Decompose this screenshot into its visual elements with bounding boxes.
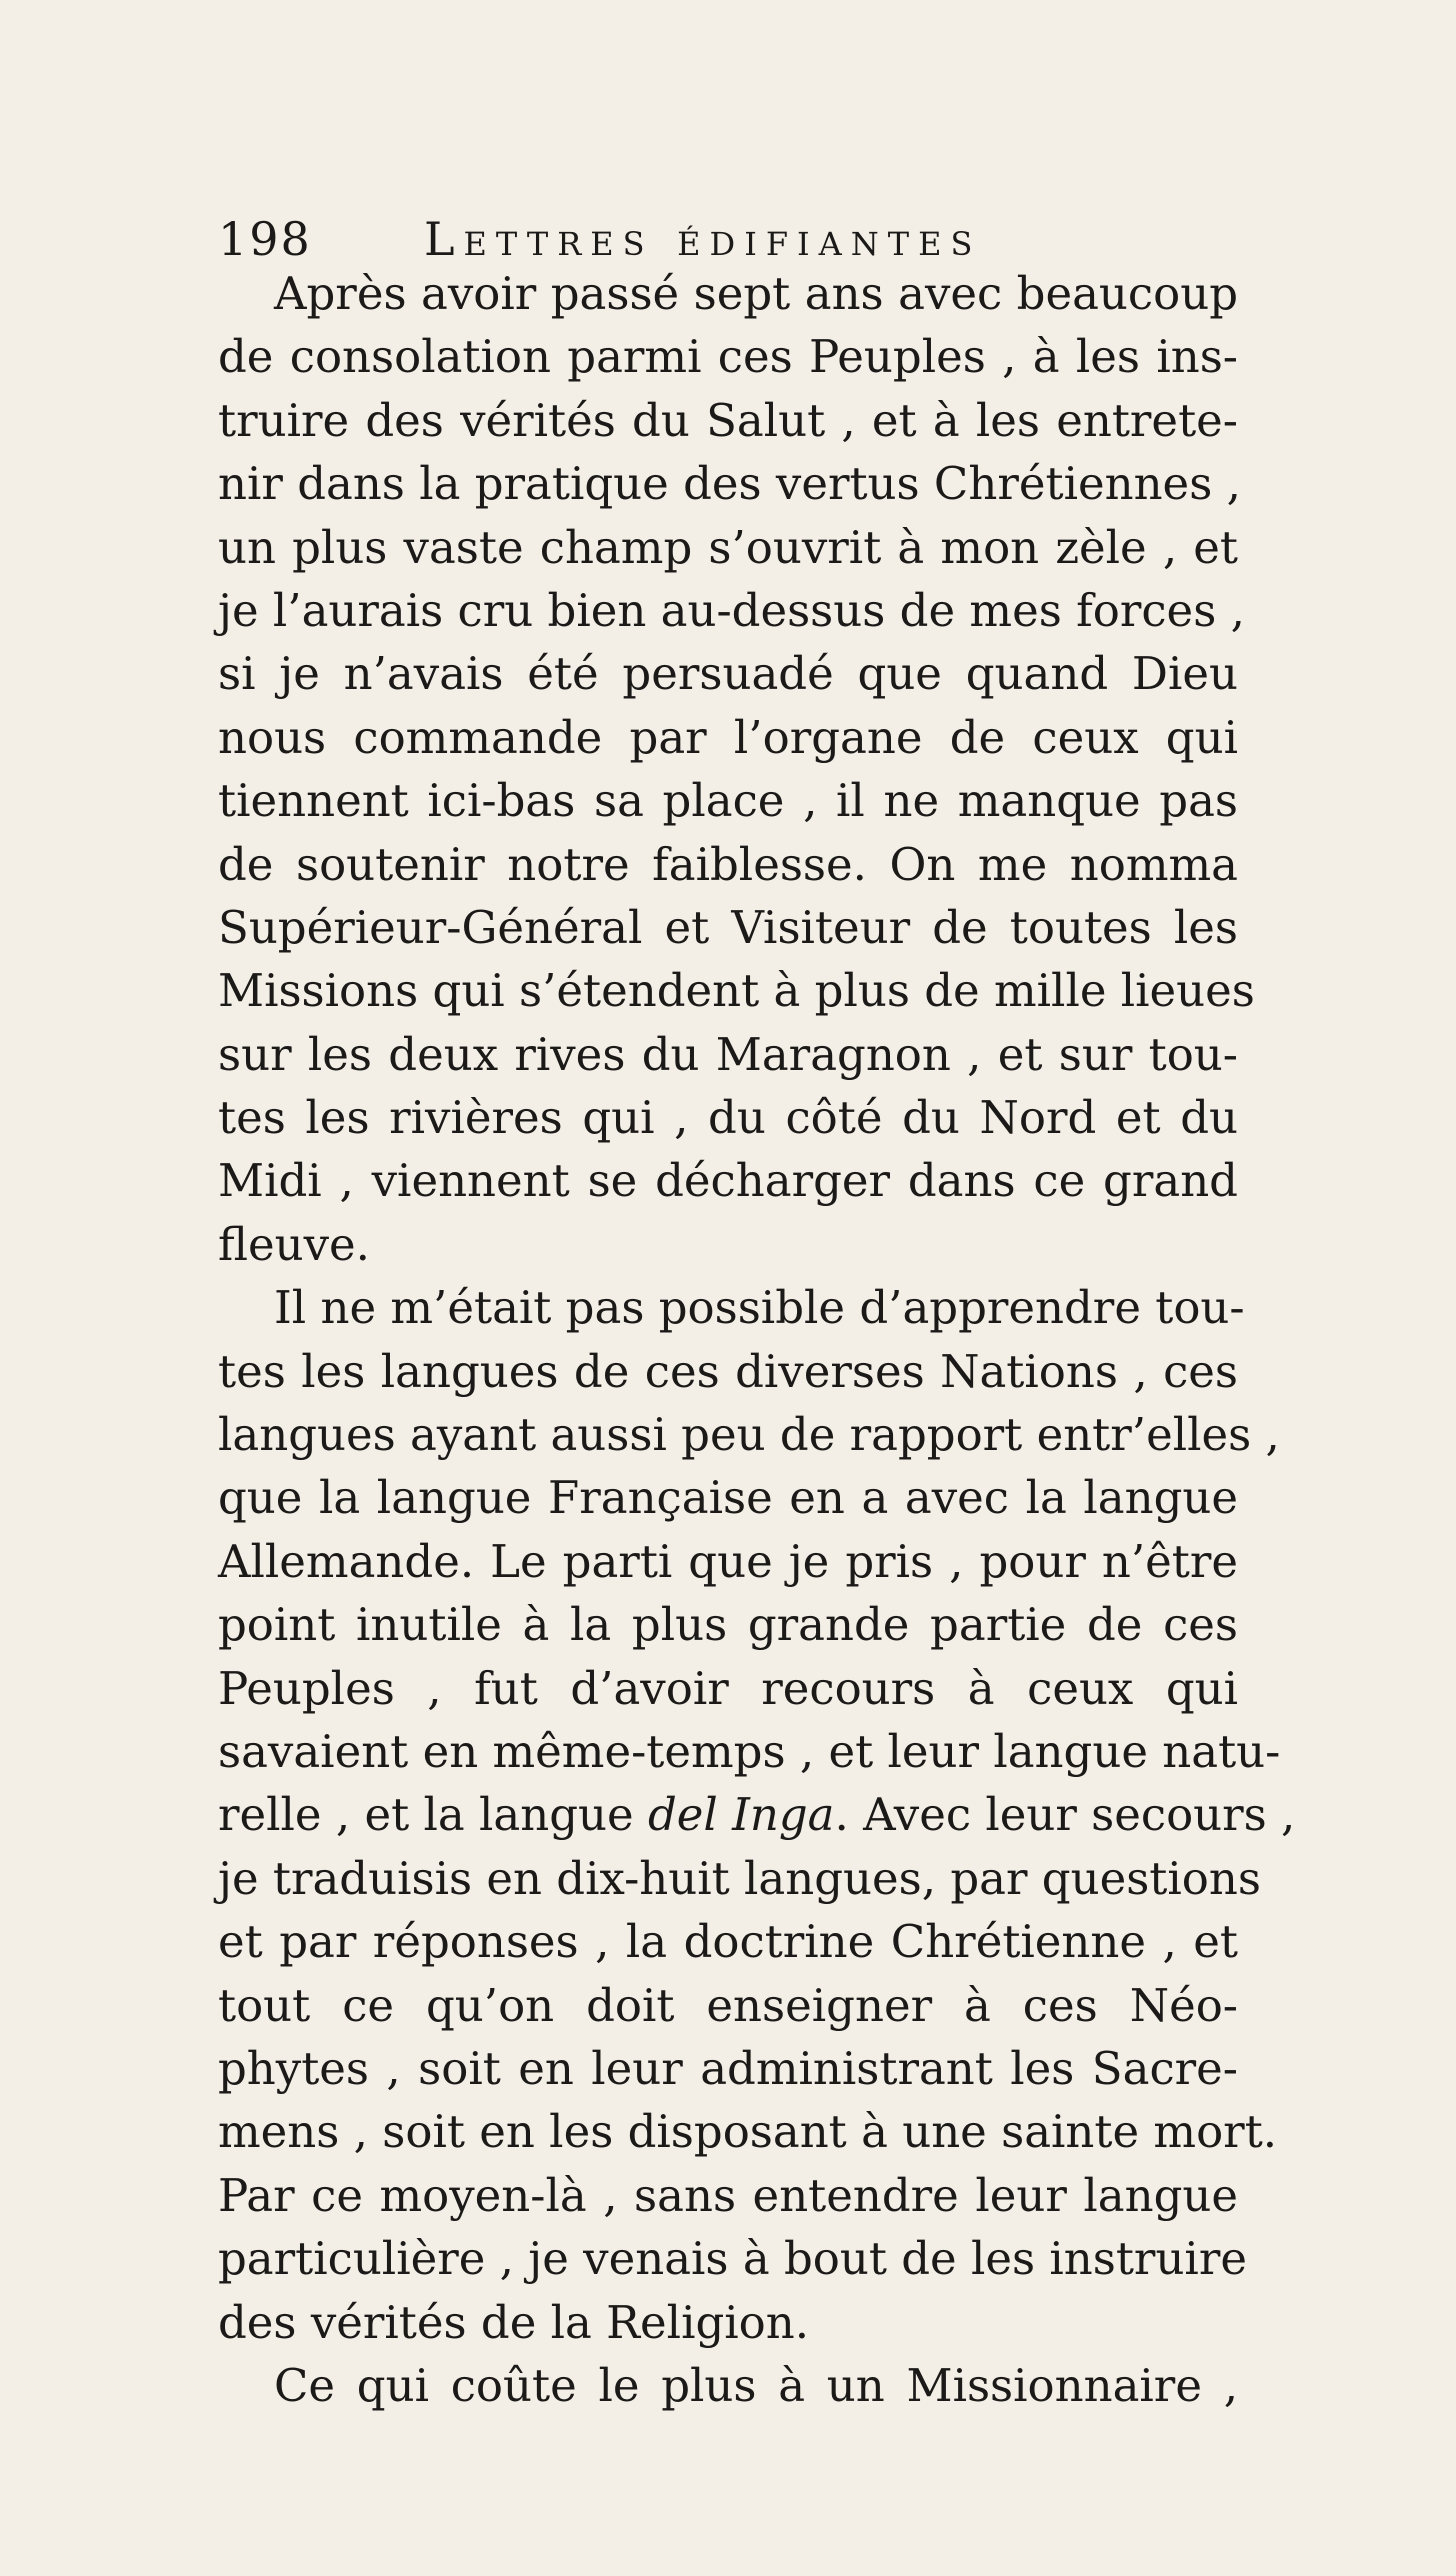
text-line: langues ayant aussi peu de rapport entr’elles , bbox=[218, 1408, 1280, 1462]
text-line: truire des vérités du Salut , et à les entrete- bbox=[218, 393, 1238, 447]
text-line: Missions qui s’étendent à plus de mille lieues bbox=[218, 964, 1255, 1018]
body-text bbox=[218, 262, 1296, 2417]
text-line: sur les deux rives du Maragnon , et sur tou- bbox=[218, 1027, 1238, 1081]
text-line: Allemande. Le parti que je pris , pour n’être bbox=[218, 1534, 1238, 1588]
text-line: nir dans la pratique des vertus Chrétiennes , bbox=[218, 457, 1241, 511]
text-line: Supérieur-Général et Visiteur de toutes les bbox=[218, 900, 1238, 954]
text-line: Peuples , fut d’avoir recours à ceux qui bbox=[218, 1661, 1238, 1715]
text-line: mens , soit en les disposant à une sainte mort. bbox=[218, 2105, 1278, 2159]
page-number: 198 bbox=[218, 212, 312, 266]
text-line: point inutile à la plus grande partie de ces bbox=[218, 1598, 1238, 1652]
text-line: je traduisis en dix-huit langues, par questions bbox=[218, 1851, 1261, 1905]
text-line: des vérités de la Religion. bbox=[218, 2295, 810, 2349]
text-line: tes les langues de ces diverses Nations , ces bbox=[218, 1344, 1238, 1398]
running-title: Lettres édifiantes bbox=[424, 212, 982, 266]
text-line: et par réponses , la doctrine Chrétienne , et bbox=[218, 1915, 1238, 1969]
text-line: tiennent ici-bas sa place , il ne manque pas bbox=[218, 774, 1238, 828]
text-line: Par ce moyen-là , sans entendre leur langue bbox=[218, 2168, 1238, 2222]
text-line: Midi , viennent se décharger dans ce grand bbox=[218, 1154, 1238, 1208]
text-line: Il ne m’était pas possible d’apprendre tou- bbox=[274, 1281, 1245, 1335]
text-line: Après avoir passé sept ans avec beaucoup bbox=[274, 267, 1238, 320]
text-segment: . Avec leur secours , bbox=[834, 1788, 1296, 1842]
text-line: Ce qui coûte le plus à un Missionnaire , bbox=[274, 2358, 1238, 2412]
text-line: si je n’avais été persuadé que quand Dieu bbox=[218, 647, 1238, 701]
text-line: je l’aurais cru bien au-dessus de mes forces , bbox=[218, 583, 1245, 637]
italic-term: del Inga bbox=[647, 1788, 835, 1842]
text-line: un plus vaste champ s’ouvrit à mon zèle , et bbox=[218, 520, 1238, 574]
text-segment: relle , et la langue bbox=[218, 1788, 634, 1842]
text-line: tout ce qu’on doit enseigner à ces Néo- bbox=[218, 1978, 1238, 2032]
text-line: de soutenir notre faiblesse. On me nomma bbox=[218, 837, 1238, 891]
text-line: savaient en même-temps , et leur langue natu- bbox=[218, 1724, 1281, 1778]
text-line: que la langue Française en a avec la langue bbox=[218, 1471, 1238, 1525]
text-line: fleuve. bbox=[218, 1217, 370, 1271]
text-line-mixed bbox=[218, 1783, 1296, 1846]
text-line: nous commande par l’organe de ceux qui bbox=[218, 710, 1238, 764]
text-line: particulière , je venais à bout de les instruire bbox=[218, 2232, 1247, 2286]
text-line: de consolation parmi ces Peuples , à les ins- bbox=[218, 330, 1238, 384]
text-line: phytes , soit en leur administrant les Sacre- bbox=[218, 2041, 1238, 2095]
text-line: tes les rivières qui , du côté du Nord et du bbox=[218, 1091, 1238, 1145]
